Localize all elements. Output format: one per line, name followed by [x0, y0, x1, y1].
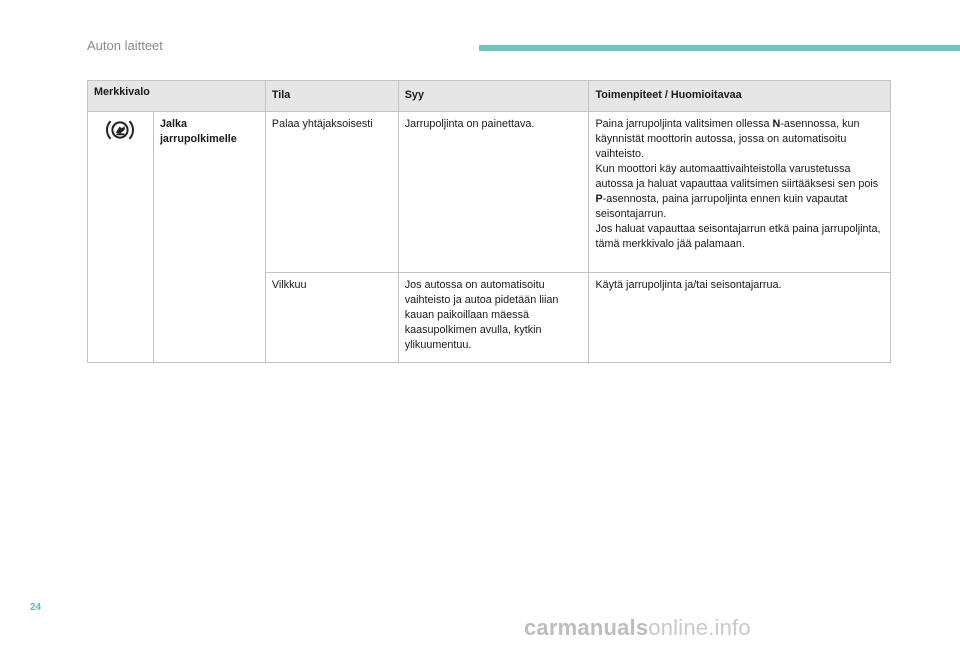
watermark [524, 615, 751, 641]
column-header-state: Tila [265, 81, 398, 112]
warning-light-table [87, 80, 891, 363]
table-header-row [88, 81, 891, 112]
action-text: Paina jarrupoljinta valitsimen ollessa [595, 118, 773, 130]
gear-position-n: N [772, 118, 781, 130]
indicator-name: Jalka jarrupolkimelle [153, 112, 265, 363]
state-cell: Palaa yhtäjaksoisesti [265, 112, 398, 273]
action-text: Kun moottori käy automaattivaihteistolla varustetussa autossa ja haluat vapauttaa valitsimen siirtääksesi sen pois [595, 163, 879, 190]
action-paragraph [595, 117, 884, 162]
indicator-icon-cell [88, 112, 154, 363]
header-accent-bar [479, 45, 960, 51]
action-cell [589, 112, 891, 273]
section-title: Auton laitteet [87, 38, 163, 53]
action-cell: Käytä jarrupoljinta ja/tai seisontajarrua. [589, 273, 891, 363]
cause-cell: Jos autossa on automatisoitu vaihteisto ja autoa pidetään liian kauan paikoillaan mäessä kaasupolkimen avulla, kytkin ylikuumentuu. [398, 273, 589, 363]
action-paragraph [595, 162, 884, 222]
foot-on-brake-pedal-icon [105, 117, 135, 143]
gear-position-p: P [595, 193, 603, 205]
table-row [88, 112, 891, 273]
cause-cell: Jarrupoljinta on painettava. [398, 112, 589, 273]
action-text: -asennosta, paina jarrupoljinta ennen kuin vapautat seisontajarrun. [595, 193, 848, 220]
page-number: 24 [30, 602, 42, 613]
column-header-indicator: Merkkivalo [88, 81, 266, 112]
watermark-brand: carmanuals [524, 615, 649, 640]
column-header-action: Toimenpiteet / Huomioitavaa [589, 81, 891, 112]
watermark-suffix: online.info [648, 615, 751, 640]
state-cell: Vilkkuu [265, 273, 398, 363]
column-header-cause: Syy [398, 81, 589, 112]
action-paragraph: Jos haluat vapauttaa seisontajarrun etkä paina jarrupoljinta, tämä merkkivalo jää palamaan. [595, 223, 881, 250]
action-text: -asennossa, kun käynnistät moottorin autossa, jossa on automatisoitu vaihteisto. [595, 118, 860, 160]
